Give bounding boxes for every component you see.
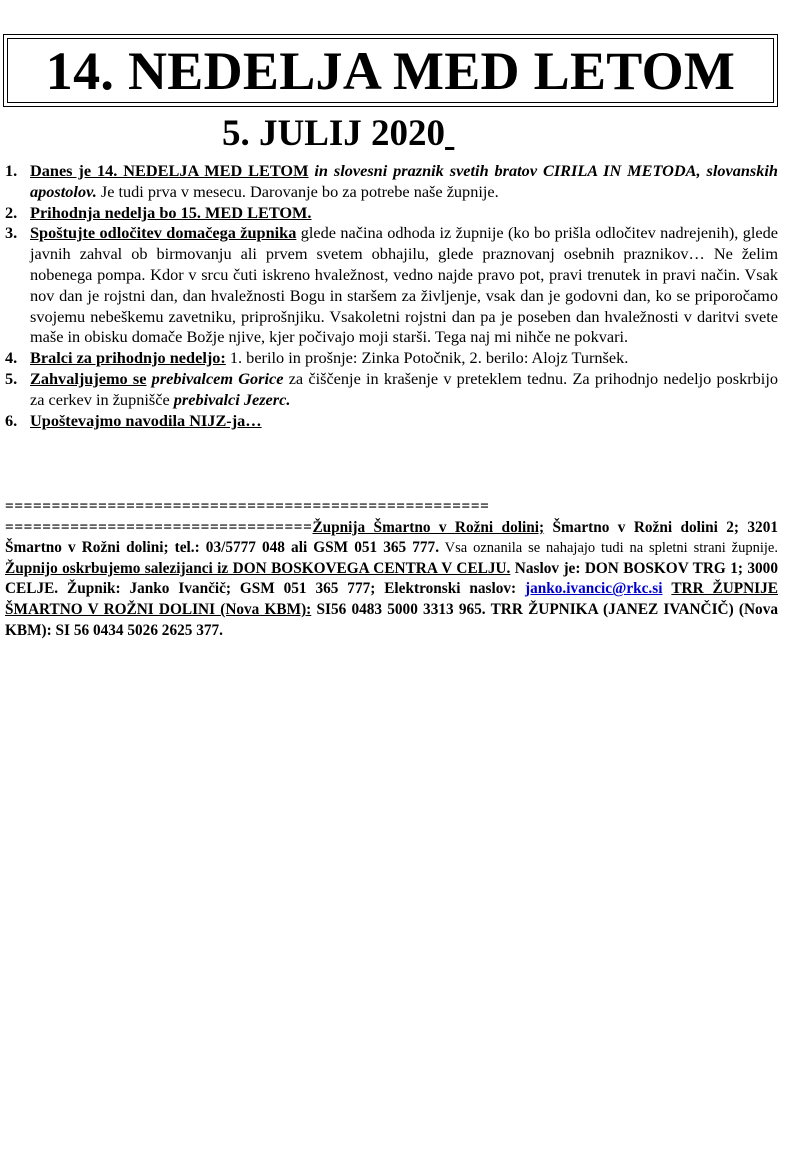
trr-label: TRR ŽUPNIJE ŠMARTNO V ROŽNI DOLINI (Nova KBM): (5, 580, 778, 618)
item-number: 5. (5, 368, 18, 388)
list-item (5, 223, 778, 348)
item-feast: in slovesni praznik svetih bratov CIRILA IN METODA, slovanskih apostolov. (30, 161, 778, 201)
separator-line-2: ================================= (5, 518, 313, 536)
item-number: 3. (5, 223, 18, 243)
item-number: 2. (5, 202, 18, 222)
parish-address: Šmartno v Rožni dolini 2; 3201 Šmartno v Rožni dolini; tel.: 03/5777 048 ali GSM 051 365 777. (5, 518, 778, 557)
list-item (5, 369, 778, 411)
item-text: 1. berilo in prošnje: Zinka Potočnik, 2. berilo: Alojz Turnšek. (225, 348, 629, 368)
list-item (5, 203, 778, 224)
footer-text (5, 518, 778, 642)
list-item (5, 161, 778, 203)
separator-line: ==================================================== (5, 498, 490, 515)
item-group: prebivalcem Gorice (146, 368, 284, 388)
item-lead: Upoštevajmo navodila NIJZ-ja… (30, 410, 262, 430)
item-lead: Zahvaljujemo se (30, 368, 147, 388)
item-text: glede načina odhoda iz župnije (ko bo prišla odločitev nadrejenih), glede javnih zahval ob birmovanju ali prvem svetem obhajilu, glede praznovanj osebnih praznikov… Ne želim nobenega pompa. Kdor v srcu čuti iskreno hvaležnost, vedno najde pravo pot, pravi trenutek in pravi način. Vsak nov dan je rojstni dan, dan hvaležnosti Bogu in staršem za življenje, vsak dan je godovni dan, ko se priporočamo svojemu nebeškemu zavetniku, priprošnjiku. Vsakoletni rojstni dan pa je poseben dan hvaležnosti v daritvi svete maše in obisku domače Božje njive, kjer počivajo moji starši. Tega naj mi nihče ne pokvari. (30, 223, 778, 347)
item-number: 6. (5, 410, 18, 430)
announcements-list (5, 161, 778, 431)
web-note: Vsa oznanila se nahajajo tudi na spletni strani župnije. (439, 540, 778, 557)
item-number: 4. (5, 348, 18, 368)
email-link[interactable]: janko.ivancic@rkc.si (524, 580, 663, 598)
item-lead: Bralci za prihodnjo nedeljo: (30, 348, 226, 368)
parish-name: Župnija Šmartno v Rožni dolini; (312, 518, 545, 536)
footer-info (5, 497, 778, 641)
list-item (5, 411, 778, 432)
care-note: Župnijo oskrbujemo salezijanci iz DON BOSKOVEGA CENTRA V CELJU. (5, 559, 511, 577)
item-text: za čiščenje in krašenje v preteklem tednu. Za prihodnjo nedeljo poskrbijo za cerkev in župnišče (30, 368, 778, 409)
item-lead: Prihodnja nedelja bo 15. MED LETOM. (30, 202, 312, 222)
item-lead: Danes je 14. NEDELJA MED LETOM (30, 161, 309, 180)
item-text: Je tudi prva v mesecu. Darovanje bo za potrebe naše župnije. (96, 181, 499, 201)
page-title: 14. NEDELJA MED LETOM (7, 38, 774, 103)
date-heading (222, 112, 454, 155)
title-box (3, 34, 778, 107)
item-number: 1. (5, 161, 18, 180)
trr-details: SI56 0483 5000 3313 965. TRR ŽUPNIKA (JANEZ IVANČIČ) (Nova KBM): SI 56 0434 5026 2625 377. (5, 600, 778, 639)
list-item (5, 348, 778, 369)
date-underline (445, 113, 454, 154)
contact-info: Naslov je: DON BOSKOV TRG 1; 3000 CELJE. Župnik: Janko Ivančič; GSM 051 365 777; Elektronski naslov: (5, 559, 778, 598)
item-lead: Spoštujte odločitev domačega župnika (30, 223, 297, 243)
date-text: 5. JULIJ 2020 (222, 113, 446, 154)
item-group-next: prebivalci Jezerc. (173, 389, 291, 409)
